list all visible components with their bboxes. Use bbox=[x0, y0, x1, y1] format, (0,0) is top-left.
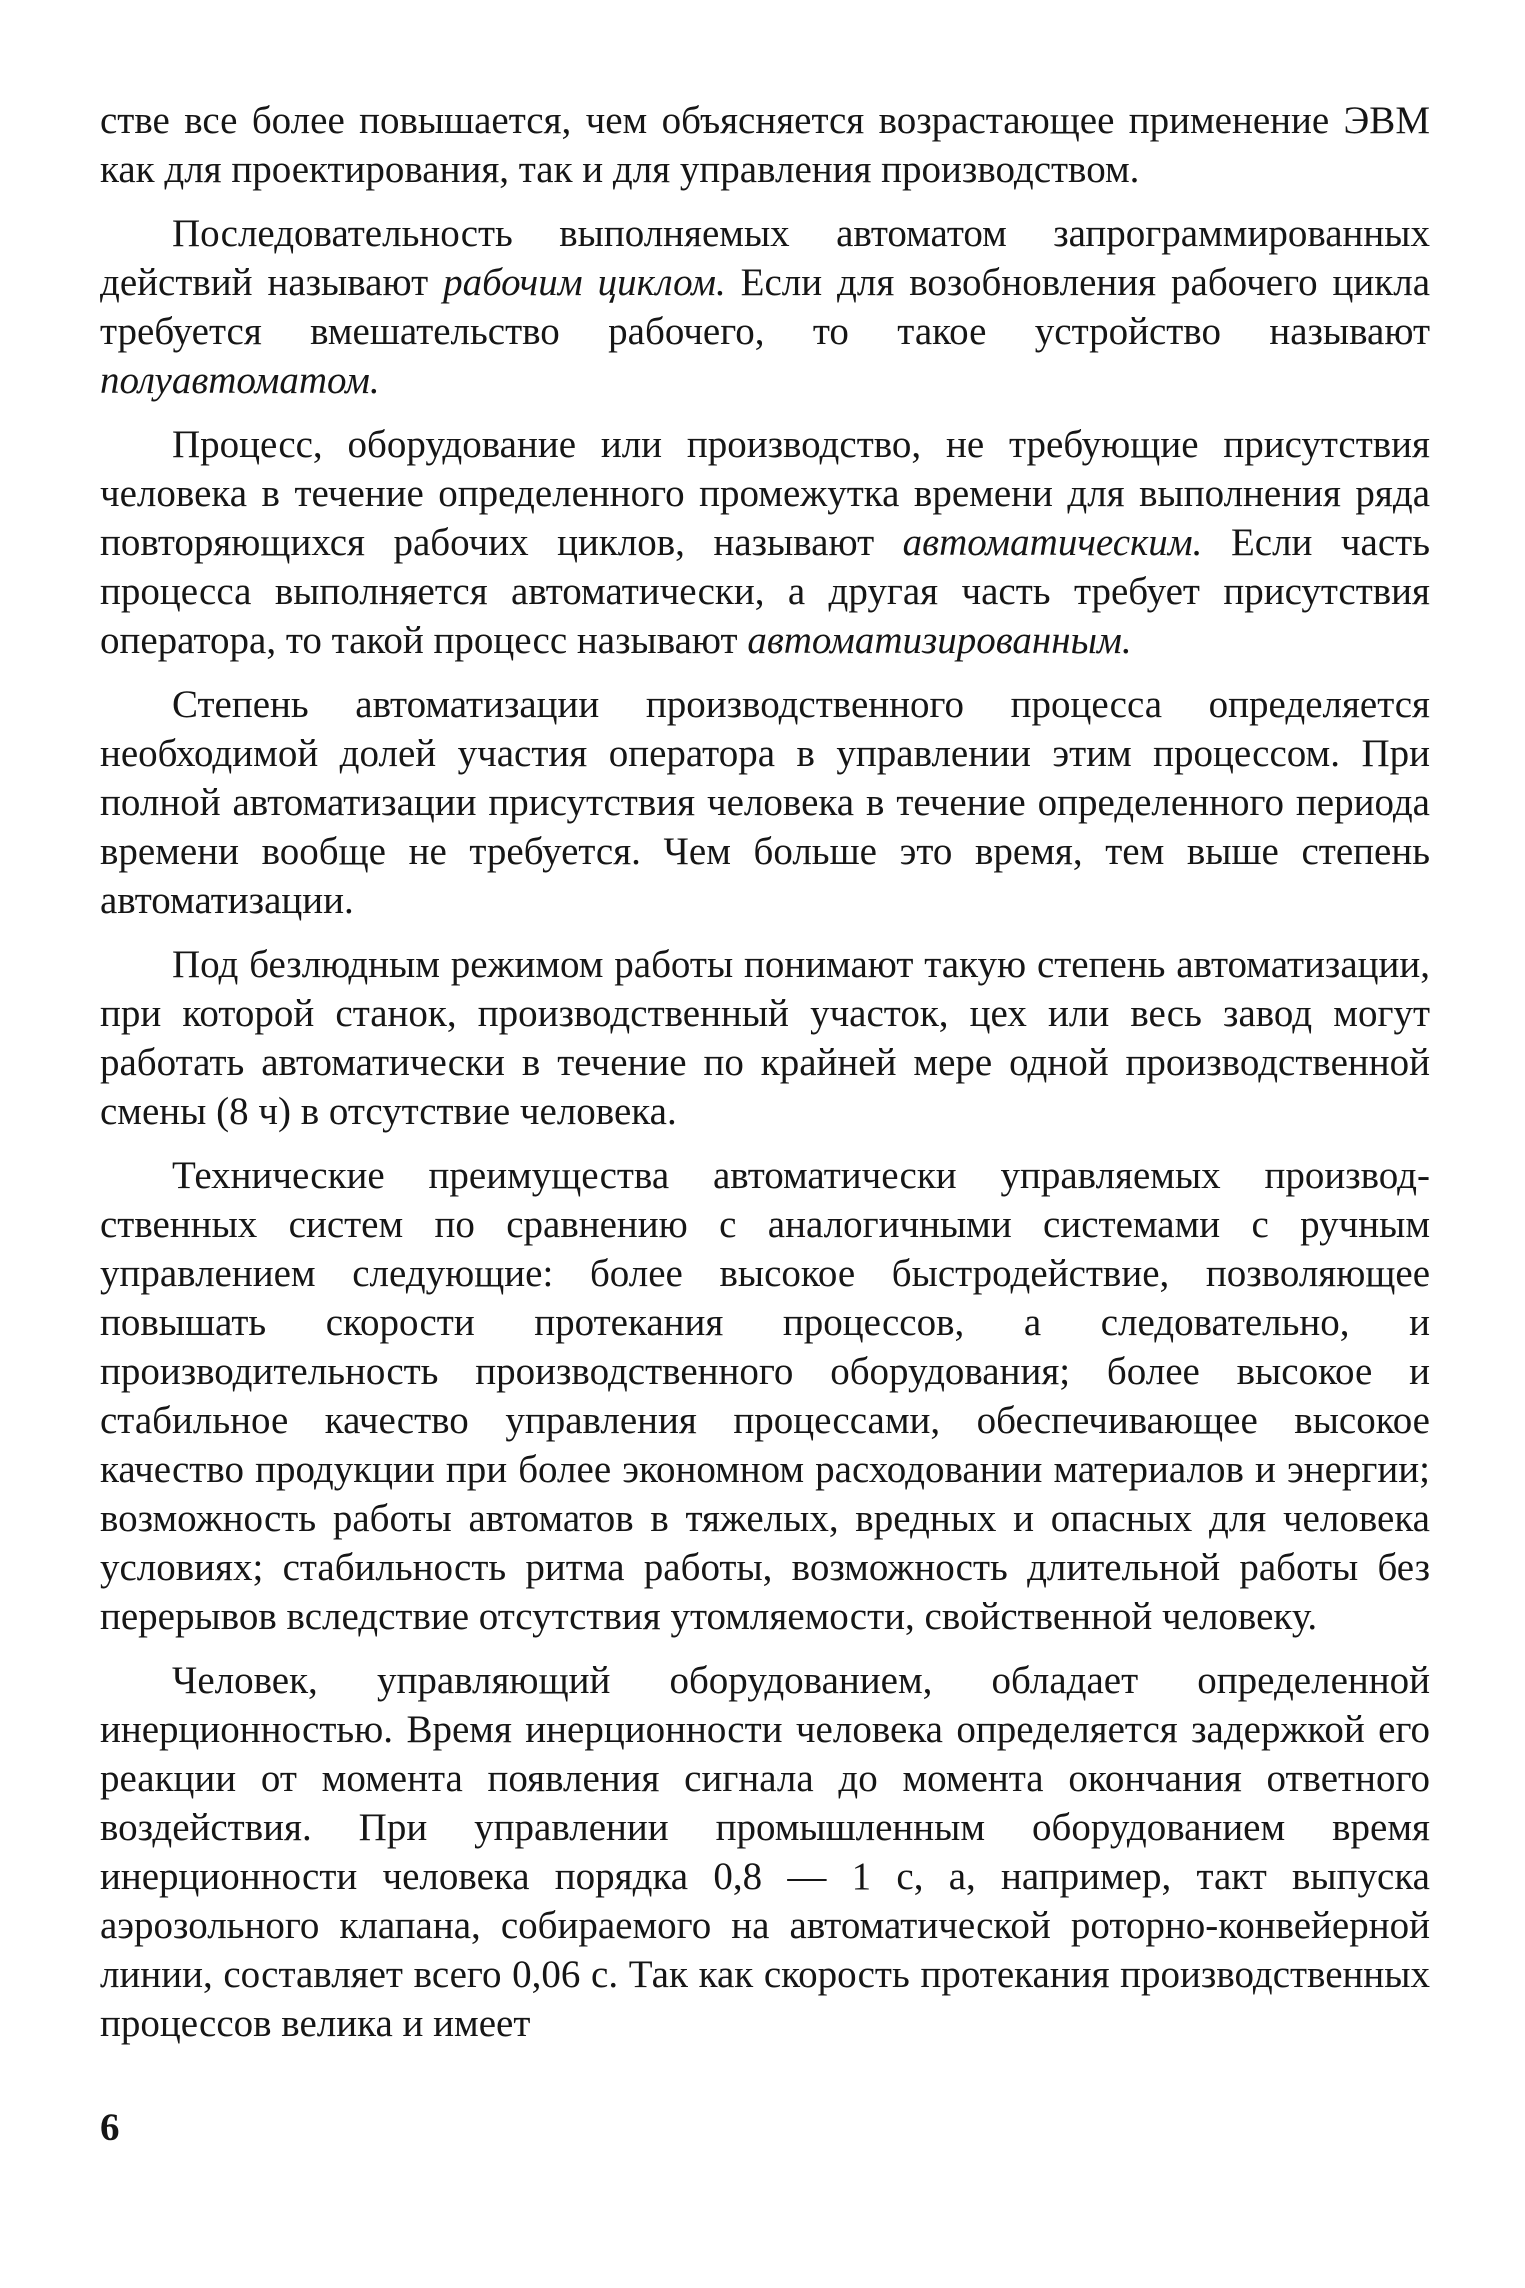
paragraph-4-automation-degree: Степень автоматизации производственного процесса определяется необходимой долей участия оператора в управлении этим процессом. При полной автоматизации присутствия человека в течение определенного периода времени вообще не требуется. Чем больше это время, тем выше степень автоматизации. bbox=[100, 683, 1430, 922]
paragraph-3-text-b: Если часть процесса выполняется автоматически, а другая часть требует присутствия оператора, то такой процесс называют bbox=[100, 521, 1430, 662]
paragraph-1: стве все более повышается, чем объясняется возрастающее применение ЭВМ как для проектирования, так и для управления производством. bbox=[100, 99, 1430, 191]
paragraph-6-advantages: Технические преимущества автоматически управляемых производственных систем по сравнению с аналогичными системами с ручным управлением следующие: более высокое быстродействие, позволяющее повышать скорости протекания процессов, а следовательно, и производительность производственного оборудования; более высокое и стабильное качество управления процессами, обеспечивающее высокое качество продукции при более экономном расходовании материалов и энергии; возможность работы автоматов в тяжелых, вредных и опасных для человека условиях; стабильность ритма работы, возможность длительной работы без перерывов вследствие отсутствия утомляемости, свойственной человеку. bbox=[100, 1154, 1430, 1638]
paragraph-3-automatic bbox=[100, 420, 1430, 665]
paragraph-7-inertia: Человек, управляющий оборудованием, обладает определенной инерционностью. Время инерционности человека определяется задержкой его реакции от момента появления сигнала до момента окончания ответного воздействия. При управлении промышленным оборудованием время инерционности человека порядка 0,8 — 1 с, а, например, такт выпуска аэрозольного клапана, собираемого на автоматической роторно-конвейерной линии, составляет всего 0,06 с. Так как скорость протекания производственных процессов велика и имеет bbox=[100, 1659, 1430, 2045]
paragraph-5-unmanned-mode: Под безлюдным режимом работы понимают такую степень автоматизации, при которой станок, производственный участок, цех или весь завод могут работать автоматически в течение по крайней мере одной производственной смены (8 ч) в отсутствие человека. bbox=[100, 943, 1430, 1133]
page-body bbox=[100, 96, 1430, 2063]
term-working-cycle: рабочим циклом. bbox=[443, 261, 726, 304]
term-semi-automatic: полуавтоматом. bbox=[100, 359, 380, 402]
paragraph-2-text-b: Если для возобновления рабочего цикла требуется вмешательство рабочего, то такое устройство называют bbox=[100, 261, 1431, 353]
paragraph-2-working-cycle bbox=[100, 209, 1430, 405]
page-number: 6 bbox=[100, 2106, 120, 2149]
term-automatic: автоматическим. bbox=[902, 521, 1203, 564]
paragraph-3-text-a: Процесс, оборудование или производство, не требующие присутствия человека в течение определенного промежутка времени для выполнения ряда повторяющихся рабочих циклов, называют bbox=[100, 423, 1430, 564]
paragraph-2-text-a: Последовательность выполняемых автоматом запрограммированных действий называют bbox=[100, 212, 1430, 304]
term-automated: автоматизированным. bbox=[747, 619, 1132, 662]
